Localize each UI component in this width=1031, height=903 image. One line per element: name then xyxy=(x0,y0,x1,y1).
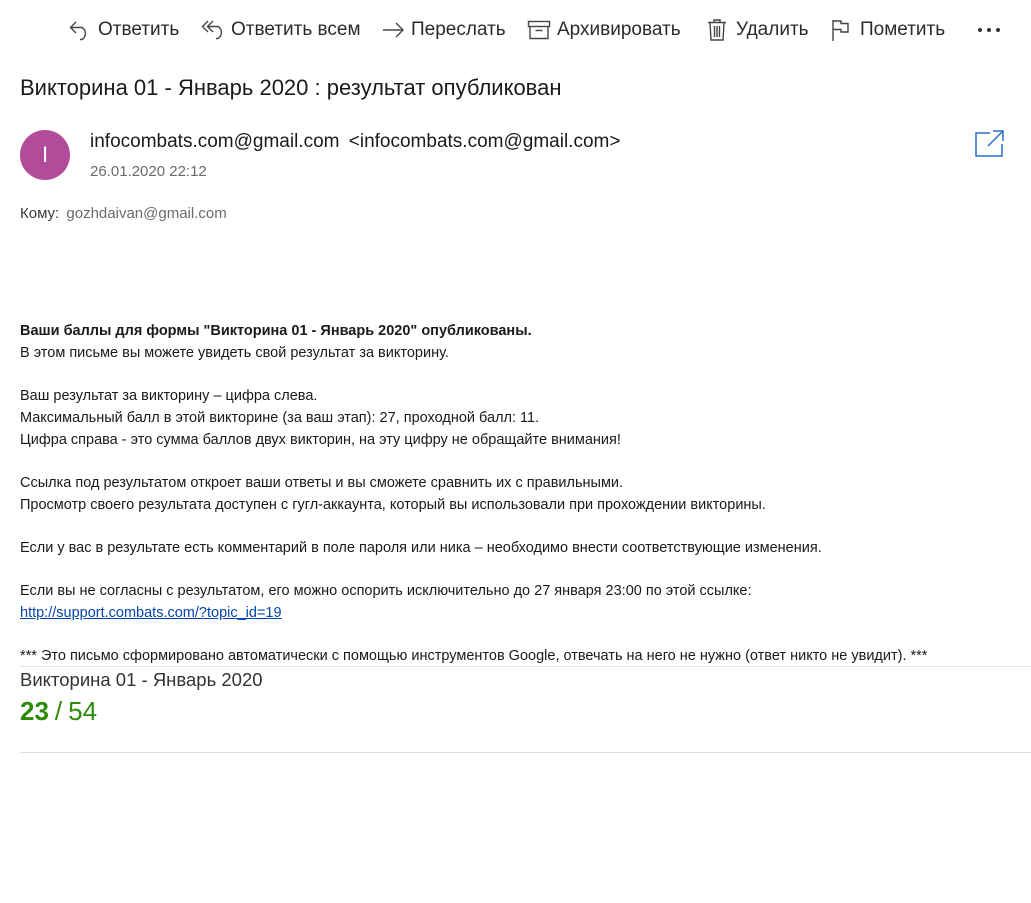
sender-name: infocombats.com@gmail.com xyxy=(90,131,340,152)
body-paragraph: В этом письме вы можете увидеть свой результат за викторину. xyxy=(20,344,449,361)
sender-address: <infocombats.com@gmail.com> xyxy=(348,131,621,152)
archive-icon xyxy=(527,17,553,43)
score-separator: / xyxy=(54,696,63,726)
avatar-initial: I xyxy=(41,142,49,167)
quiz-title: Викторина 01 - Январь 2020 xyxy=(20,669,263,690)
divider xyxy=(20,666,1031,667)
forward-icon xyxy=(381,17,407,43)
reply-icon xyxy=(68,17,94,43)
body-paragraph: Ссылка под результатом откроет ваши ответы и вы сможете сравнить их с правильными. xyxy=(20,474,624,491)
reply-all-label: Ответить всем xyxy=(231,19,361,40)
more-actions-button[interactable] xyxy=(975,14,1003,46)
sender-avatar xyxy=(20,130,70,180)
quiz-score[interactable] xyxy=(20,696,97,727)
forward-label: Переслать xyxy=(411,19,506,40)
more-icon xyxy=(976,26,1002,34)
recipient-address[interactable]: gozhdaivan@gmail.com xyxy=(66,205,227,222)
message-subject: Викторина 01 - Январь 2020 : результат опубликован xyxy=(20,75,562,100)
archive-label: Архивировать xyxy=(557,19,681,40)
body-paragraph: Максимальный балл в этой викторине (за ваш этап): 27, проходной балл: 11. xyxy=(20,409,540,426)
flag-icon xyxy=(830,17,856,43)
body-heading: Ваши баллы для формы "Викторина 01 - Январь 2020" опубликованы. xyxy=(20,323,532,339)
forward-button[interactable] xyxy=(381,14,506,46)
sender-line[interactable] xyxy=(90,131,620,153)
recipient-line xyxy=(20,205,227,222)
message-body xyxy=(20,321,1020,668)
body-paragraph: Если вы не согласны с результатом, его можно оспорить исключительно до 27 января 23:00 по этой ссылке: xyxy=(20,583,752,600)
delete-label: Удалить xyxy=(736,19,809,40)
popout-icon xyxy=(973,129,1005,159)
message-date: 26.01.2020 22:12 xyxy=(90,163,207,180)
score-value: 23 xyxy=(20,696,49,726)
body-paragraph: Если у вас в результате есть комментарий в поле пароля или ника – необходимо внести соответствующие изменения. xyxy=(20,539,822,556)
delete-button[interactable] xyxy=(706,14,809,46)
body-paragraph: Цифра справа - это сумма баллов двух викторин, на эту цифру не обращайте внимания! xyxy=(20,431,621,448)
reply-all-icon xyxy=(201,17,227,43)
to-label: Кому: xyxy=(20,205,60,222)
reply-label: Ответить xyxy=(98,19,180,40)
support-link[interactable]: http://support.combats.com/?topic_id=19 xyxy=(20,605,282,622)
reply-all-button[interactable] xyxy=(201,14,361,46)
flag-label: Пометить xyxy=(860,19,946,40)
trash-icon xyxy=(706,17,732,43)
body-paragraph: Ваш результат за викторину – цифра слева. xyxy=(20,388,318,405)
flag-button[interactable] xyxy=(830,14,945,46)
body-paragraph: Просмотр своего результата доступен с гугл-аккаунта, который вы использовали при прохождении викторины. xyxy=(20,496,766,513)
reply-button[interactable] xyxy=(68,14,179,46)
divider xyxy=(20,752,1031,753)
body-footer-note: *** Это письмо сформировано автоматически с помощью инструментов Google, отвечать на него не нужно (ответ никто не увидит). *** xyxy=(20,648,928,665)
open-in-new-window-button[interactable] xyxy=(973,129,1005,159)
message-toolbar xyxy=(0,14,1031,48)
archive-button[interactable] xyxy=(527,14,681,46)
score-max: 54 xyxy=(68,696,98,726)
